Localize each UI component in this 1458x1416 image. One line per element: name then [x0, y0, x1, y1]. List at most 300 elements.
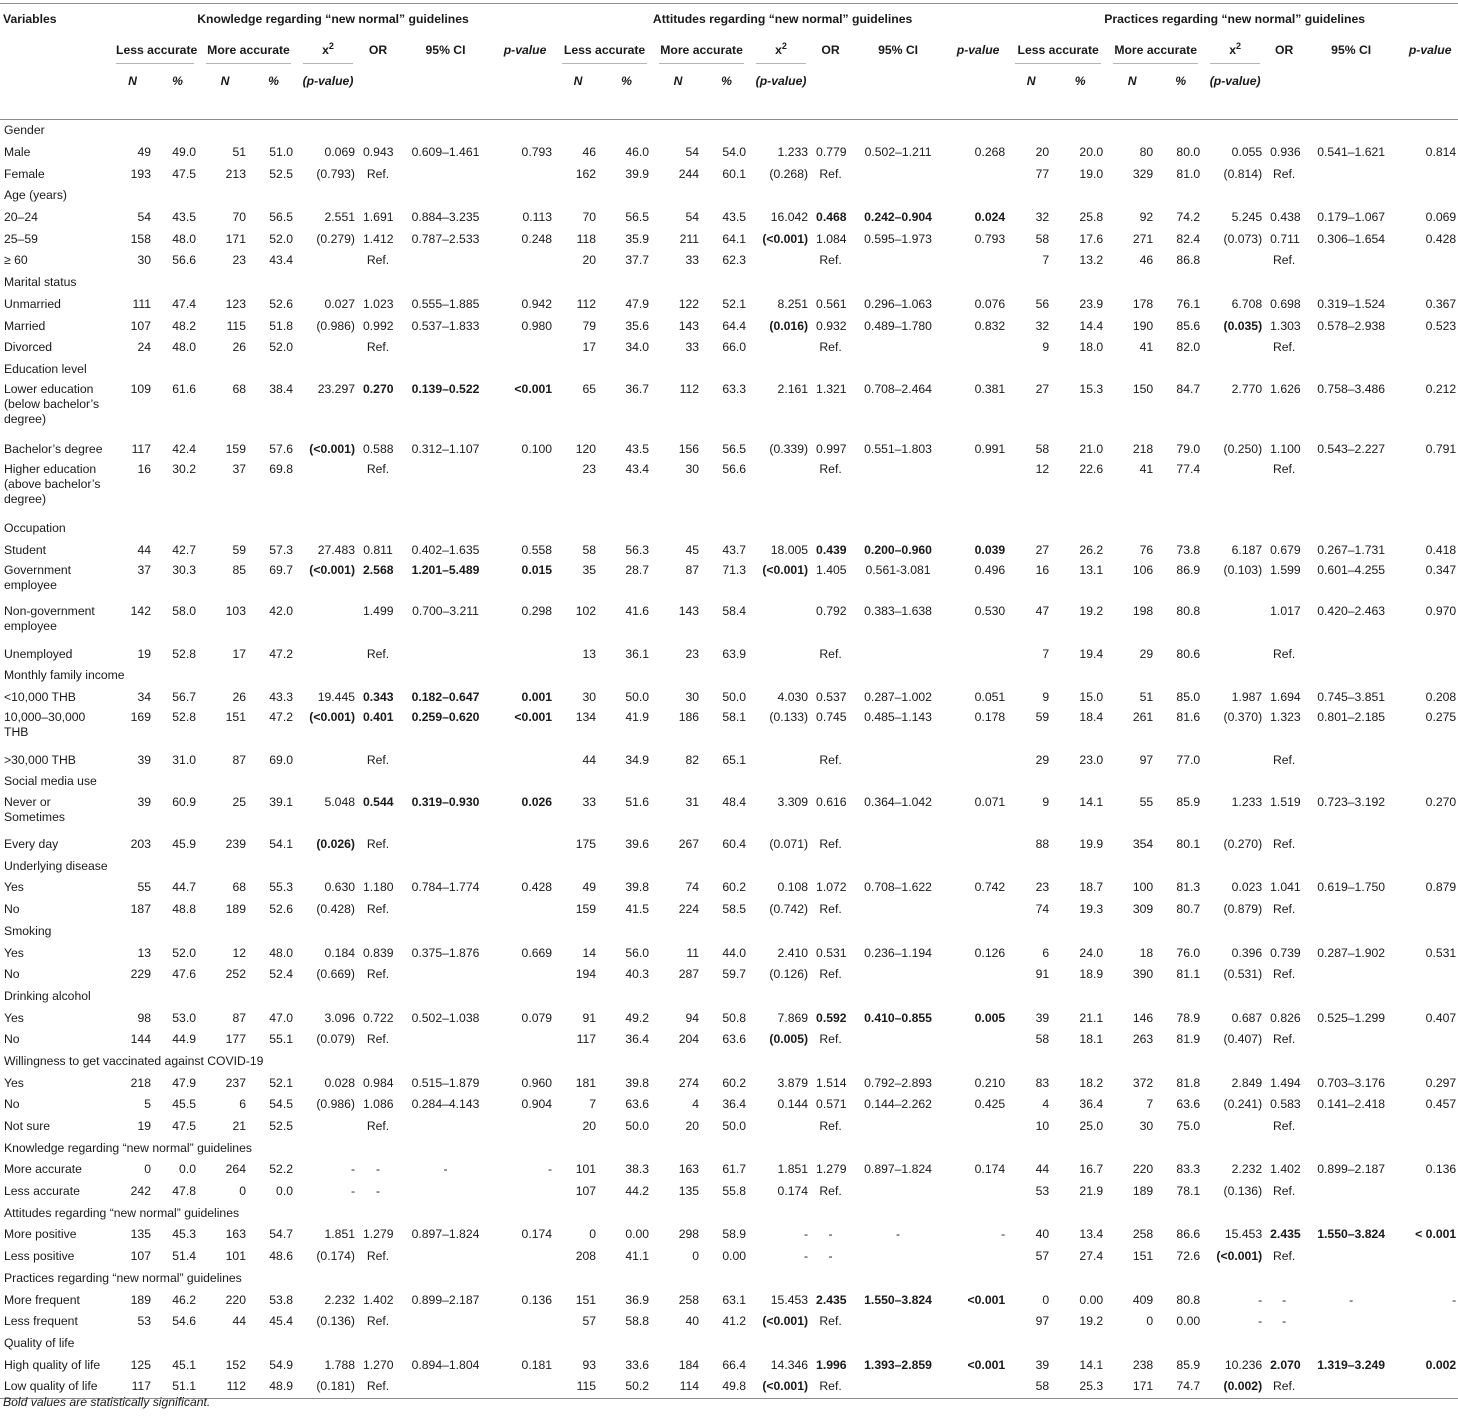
table-cell: 52.2	[269, 1162, 293, 1177]
table-cell: Ref.	[366, 253, 390, 268]
table-cell: -	[1258, 1314, 1263, 1329]
table-cell: 4	[1042, 1097, 1050, 1112]
table-cell: (0.270)	[1223, 837, 1263, 852]
table-cell: 0.758–3.486	[1317, 382, 1386, 397]
table-cell: 52.8	[172, 710, 196, 725]
x2-p-header: (p-value)	[750, 65, 812, 120]
table-cell: 0.015	[521, 563, 553, 578]
table-cell: (0.879)	[1223, 902, 1263, 917]
ci-header: 95% CI	[425, 43, 466, 57]
results-table	[0, 3, 1458, 1399]
table-cell	[494, 1029, 556, 1051]
table-cell: 47.9	[625, 296, 650, 311]
p-value-header: p-value	[956, 43, 1000, 57]
table-cell: 52.0	[172, 945, 196, 960]
table-cell: 0.601–4.255	[1317, 563, 1386, 578]
table-cell: 189	[130, 1292, 151, 1307]
table-cell: 0.174	[521, 1227, 553, 1242]
table-cell: 0.543–2.227	[1317, 441, 1386, 456]
table-cell: 30	[1139, 1119, 1154, 1134]
table-cell: 2.232	[1231, 1162, 1263, 1177]
table-cell: 151	[575, 1292, 597, 1307]
table-cell: 87	[232, 1010, 246, 1025]
table-cell: 0.936	[1270, 145, 1301, 160]
table-cell: 44.0	[722, 945, 747, 960]
table-cell: 122	[678, 296, 700, 311]
table-cell	[947, 163, 1009, 185]
table-cell: 0.616	[816, 794, 847, 809]
table-cell: 77.4	[1176, 461, 1201, 476]
table-cell: 71.3	[722, 563, 747, 578]
table-cell	[297, 250, 359, 272]
table-cell: -	[896, 1227, 901, 1242]
table-cell: 58.5	[722, 902, 747, 917]
table-cell: 85.9	[1176, 794, 1201, 809]
table-cell: 60.2	[722, 1075, 747, 1090]
table-cell: 47.5	[172, 1119, 196, 1134]
table-cell: 66.4	[722, 1357, 747, 1372]
table-cell: 239	[225, 837, 246, 852]
table-cell	[1302, 1376, 1400, 1398]
table-row	[0, 315, 1458, 337]
table-cell	[494, 643, 556, 665]
table-cell: 354	[1132, 837, 1154, 852]
table-cell: 7.869	[777, 1010, 809, 1025]
table-cell: 1.499	[363, 604, 394, 619]
table-cell: 0	[692, 1249, 700, 1264]
table-cell: 43.4	[625, 461, 650, 476]
table-cell: 0.126	[974, 945, 1006, 960]
table-cell: (0.986)	[316, 318, 355, 333]
table-cell: 0.428	[1425, 231, 1457, 246]
table-cell: 0.984	[363, 1075, 394, 1090]
table-cell: 0.839	[363, 945, 394, 960]
table-cell: 15.453	[1224, 1227, 1263, 1242]
table-cell: 78.1	[1176, 1184, 1201, 1199]
table-cell: 19.3	[1079, 902, 1104, 917]
table-cell: 66.0	[722, 340, 747, 355]
table-cell: 0.00	[1176, 1314, 1201, 1329]
table-cell: 0.418	[1425, 542, 1457, 557]
table-cell: 135	[678, 1184, 700, 1199]
table-cell: 0.364–1.042	[864, 794, 932, 809]
table-cell: 0.375–1.876	[411, 945, 480, 960]
table-cell: 23.297	[317, 382, 355, 397]
table-cell: 1.550–3.824	[1317, 1227, 1386, 1242]
more-accurate-header: More accurate	[659, 43, 744, 64]
table-cell: 0.899–2.187	[411, 1292, 480, 1307]
table-cell: 8.251	[777, 296, 809, 311]
table-cell	[494, 1311, 556, 1333]
table-row	[0, 749, 1458, 771]
group-row	[0, 921, 1458, 943]
table-cell: 59	[232, 542, 246, 557]
table-cell: 51.1	[155, 1376, 200, 1398]
table-cell	[494, 337, 556, 359]
table-cell	[1400, 834, 1458, 856]
table-cell: 37	[232, 461, 246, 476]
row-label: Never or Sometimes	[4, 794, 65, 824]
group-row	[0, 1268, 1458, 1290]
table-cell: 1.086	[363, 1097, 394, 1112]
table-cell: 0.561-3.081	[865, 563, 931, 578]
table-cell: 30	[137, 253, 151, 268]
table-cell: 0.396	[1231, 945, 1263, 960]
table-cell: 0.113	[522, 210, 553, 225]
table-cell: 26	[232, 690, 246, 705]
table-row	[0, 1311, 1458, 1333]
table-cell: 56.3	[625, 542, 650, 557]
table-cell: 9	[1042, 340, 1050, 355]
table-cell: 0.248	[521, 231, 553, 246]
group-label: Practices regarding “new normal” guidelines	[4, 1270, 242, 1285]
table-cell: 194	[575, 967, 597, 982]
table-cell: Ref.	[366, 837, 390, 852]
table-cell: 33	[582, 794, 597, 809]
table-cell: 0.139–0.522	[411, 382, 480, 397]
table-cell: 53	[137, 1314, 151, 1329]
table-cell: 1.084	[816, 231, 847, 246]
table-cell: Ref.	[819, 837, 842, 852]
table-cell: (<0.001)	[762, 1314, 809, 1329]
table-cell: 0.051	[974, 690, 1006, 705]
table-cell	[297, 749, 359, 771]
table-cell: -	[443, 1162, 448, 1177]
table-cell: 0.578–2.938	[1317, 318, 1386, 333]
table-cell: 48.0	[172, 231, 196, 246]
table-cell: 34.9	[625, 752, 650, 767]
table-cell: 55.8	[722, 1184, 747, 1199]
table-cell: 150	[1132, 382, 1154, 397]
table-cell: 82.4	[1176, 231, 1201, 246]
table-cell: 107	[575, 1184, 597, 1199]
table-cell: 0.942	[521, 296, 553, 311]
table-cell: 48.2	[172, 318, 196, 333]
table-cell: 0.711	[1270, 231, 1300, 246]
table-cell: 13.4	[1079, 1227, 1104, 1242]
table-cell: 63.3	[722, 382, 747, 397]
table-cell: 0.284–4.143	[411, 1097, 480, 1112]
table-cell: 60.2	[722, 880, 747, 895]
table-cell: 74.7	[1157, 1376, 1204, 1398]
table-row	[0, 1072, 1458, 1094]
table-cell: -	[1452, 1292, 1457, 1307]
table-cell: 329	[1132, 166, 1154, 181]
table-cell: 30	[582, 690, 597, 705]
table-cell: 0.236–1.194	[864, 945, 932, 960]
table-cell: 36.4	[722, 1097, 747, 1112]
less-accurate-header: Less accurate	[1015, 43, 1101, 64]
table-cell: 112	[200, 1376, 250, 1398]
table-row	[0, 1094, 1458, 1116]
table-cell: 298	[678, 1227, 700, 1242]
table-cell: 0.722	[363, 1010, 394, 1025]
table-cell: 12	[232, 945, 246, 960]
table-cell: 37.7	[625, 253, 650, 268]
table-cell: 6.708	[1231, 296, 1263, 311]
table-cell: (0.814)	[1223, 166, 1263, 181]
or-header: OR	[1275, 43, 1294, 57]
table-cell: 1.599	[1270, 563, 1301, 578]
table-cell: Ref.	[819, 1032, 842, 1047]
table-cell: 390	[1132, 967, 1154, 982]
table-cell	[1400, 1246, 1458, 1268]
table-cell: 81.1	[1176, 967, 1201, 982]
table-cell: 39	[1035, 1357, 1050, 1372]
table-cell: 43.3	[269, 690, 293, 705]
table-cell: 0.069	[1425, 210, 1457, 225]
group-label: Occupation	[4, 521, 66, 536]
table-cell: 0.312–1.107	[411, 441, 480, 456]
table-cell: 0.005	[974, 1010, 1006, 1025]
table-cell: 1.303	[1270, 318, 1301, 333]
table-cell: 27.483	[317, 542, 355, 557]
table-cell: 19.4	[1079, 646, 1104, 661]
table-cell: 36.1	[625, 646, 650, 661]
table-cell: 1.180	[363, 880, 394, 895]
table-cell: 63.6	[625, 1097, 650, 1112]
table-cell: 0.079	[521, 1010, 553, 1025]
table-cell: 101	[575, 1162, 597, 1177]
table-cell	[849, 337, 947, 359]
table-cell: 267	[678, 837, 700, 852]
table-cell: 85.9	[1176, 1357, 1201, 1372]
table-cell: Ref.	[819, 752, 842, 767]
table-cell: 0.208	[1425, 690, 1457, 705]
table-cell: 171	[225, 231, 246, 246]
table-cell: 85	[232, 563, 246, 578]
table-cell: 0.319–0.930	[411, 794, 480, 809]
table-cell: 69.8	[269, 461, 293, 476]
table-cell: 0.141–2.418	[1317, 1097, 1386, 1112]
table-cell: 229	[130, 967, 151, 982]
table-cell: 2.410	[777, 945, 809, 960]
table-cell: 1.694	[1270, 690, 1301, 705]
table-cell: 51	[232, 145, 246, 160]
table-cell: 44.9	[172, 1032, 196, 1047]
row-label: Yes	[4, 1075, 24, 1090]
table-cell: 0.319–1.524	[1317, 296, 1386, 311]
table-cell: 264	[225, 1162, 246, 1177]
row-label: Less frequent	[4, 1314, 78, 1329]
table-cell: 58.4	[722, 604, 747, 619]
group-label: Willingness to get vaccinated against COVID-19	[4, 1053, 264, 1068]
table-cell: 0.028	[324, 1075, 355, 1090]
table-cell	[849, 1311, 947, 1333]
table-cell: 36.4	[625, 1032, 650, 1047]
row-label: High quality of life	[4, 1357, 101, 1372]
table-cell: 0.174	[777, 1184, 809, 1199]
table-cell: 0.502–1.211	[864, 145, 932, 160]
table-cell: 0.438	[1270, 210, 1301, 225]
table-cell: 5.245	[1231, 210, 1263, 225]
table-cell: 2.232	[324, 1292, 355, 1307]
table-cell: 54	[685, 210, 700, 225]
table-cell: 68	[232, 382, 246, 397]
row-label: 20–24	[4, 210, 38, 225]
table-cell	[947, 1246, 1009, 1268]
table-cell: 46.0	[625, 145, 650, 160]
table-cell: 0.531	[1425, 945, 1457, 960]
table-cell: 6.187	[1231, 542, 1263, 557]
table-cell: 36.9	[625, 1292, 650, 1307]
table-cell	[397, 1311, 494, 1333]
row-label: ≥ 60	[4, 253, 28, 268]
pct-header: %	[155, 65, 200, 120]
table-cell: <0.001	[514, 710, 553, 725]
table-cell: 27	[1035, 542, 1050, 557]
table-cell: 0.002	[1425, 1357, 1457, 1372]
table-cell: 56	[1035, 296, 1050, 311]
table-cell	[397, 834, 494, 856]
table-cell: (0.742)	[769, 902, 809, 917]
table-cell: 203	[130, 837, 151, 852]
table-cell: 76.0	[1176, 945, 1201, 960]
table-cell: 0.879	[1425, 880, 1457, 895]
table-cell	[297, 643, 359, 665]
table-cell: 23.0	[1079, 752, 1104, 767]
table-cell: (<0.001)	[762, 563, 809, 578]
table-cell: 48.0	[172, 340, 196, 355]
table-cell: 2.070	[1270, 1357, 1301, 1372]
table-cell: 218	[130, 1075, 151, 1090]
table-cell: 54.0	[722, 145, 747, 160]
unit-header-row	[0, 65, 1458, 120]
table-cell: 53	[1035, 1184, 1050, 1199]
table-cell: 16	[1035, 563, 1050, 578]
table-cell: 0.992	[363, 318, 394, 333]
table-cell: 50.0	[722, 1119, 747, 1134]
row-label: Yes	[4, 880, 24, 895]
table-cell: 0.894–1.804	[411, 1357, 480, 1372]
table-cell	[947, 1376, 1009, 1398]
group-label: Education level	[4, 361, 87, 376]
n-header: N	[1009, 65, 1053, 120]
table-cell: 74.2	[1176, 210, 1201, 225]
table-cell	[849, 163, 947, 185]
table-cell: 20	[685, 1119, 700, 1134]
table-cell: 41	[1139, 461, 1154, 476]
table-row	[0, 1181, 1458, 1203]
table-cell: Ref.	[366, 340, 390, 355]
table-cell: (0.241)	[1223, 1097, 1263, 1112]
subheader-row	[0, 35, 1458, 65]
table-cell	[849, 1116, 947, 1138]
table-cell	[1302, 1029, 1400, 1051]
table-cell: 18.005	[770, 542, 809, 557]
table-cell: 41.2	[722, 1314, 747, 1329]
row-label: Student	[4, 542, 47, 557]
table-cell: 25	[232, 794, 246, 809]
table-cell: 52.5	[269, 166, 293, 181]
table-row	[0, 1029, 1458, 1051]
table-cell: 0.793	[974, 231, 1006, 246]
table-cell: 61.6	[172, 382, 196, 397]
table-cell: 0.723–3.192	[1317, 794, 1386, 809]
table-cell	[849, 460, 947, 518]
table-cell: 41.6	[625, 604, 650, 619]
table-cell: 0.144	[777, 1097, 809, 1112]
table-cell	[947, 460, 1009, 518]
table-cell: 92	[1139, 210, 1154, 225]
table-cell: 0.425	[974, 1097, 1006, 1112]
table-cell: 242	[130, 1184, 151, 1199]
table-cell: 237	[225, 1075, 246, 1090]
table-cell: 0.630	[324, 880, 355, 895]
table-cell: 117	[131, 441, 151, 456]
table-cell	[494, 460, 556, 518]
table-cell: 83	[1035, 1075, 1050, 1090]
table-cell: 48.4	[722, 794, 747, 809]
table-cell: 49.0	[172, 145, 196, 160]
table-cell: 0.814	[1425, 145, 1457, 160]
group-row	[0, 665, 1458, 687]
table-cell	[1400, 749, 1458, 771]
table-cell	[750, 250, 812, 272]
table-cell: 80.1	[1176, 837, 1201, 852]
table-cell: 58	[1009, 1376, 1053, 1398]
table-cell: 0.787–2.533	[411, 231, 480, 246]
table-cell	[1302, 337, 1400, 359]
group-row	[0, 359, 1458, 381]
table-cell: 72.6	[1176, 1249, 1201, 1264]
table-cell: 54	[685, 145, 700, 160]
table-cell: (0.071)	[769, 837, 809, 852]
pct-header: %	[1157, 65, 1204, 120]
table-row	[0, 1376, 1458, 1398]
table-cell: 0.595–1.973	[864, 231, 932, 246]
p-value-header: p-value	[1408, 43, 1452, 57]
table-cell: 0.210	[974, 1075, 1006, 1090]
table-cell	[1400, 1181, 1458, 1203]
table-cell: 97	[1139, 752, 1154, 767]
table-cell	[397, 1181, 494, 1203]
table-cell: 7	[1042, 646, 1050, 661]
table-cell: 7	[1042, 253, 1050, 268]
table-cell: 0.698	[1270, 296, 1301, 311]
table-cell: 62.3	[722, 253, 747, 268]
practices-group-header: Practices regarding “new normal” guidelines	[1009, 4, 1458, 36]
table-cell: 0.537–1.833	[411, 318, 480, 333]
table-cell: 30	[685, 690, 700, 705]
table-cell: 25.0	[1079, 1119, 1104, 1134]
table-cell: 50.0	[625, 1119, 650, 1134]
table-cell: 0.023	[1231, 880, 1263, 895]
table-cell: (0.986)	[316, 1097, 355, 1112]
table-cell: 46.2	[172, 1292, 196, 1307]
table-cell	[947, 643, 1009, 665]
row-label: More accurate	[4, 1162, 82, 1177]
table-row	[0, 793, 1458, 834]
table-cell: 115	[556, 1376, 600, 1398]
table-cell: 76	[1139, 542, 1154, 557]
table-cell: 0.468	[816, 210, 847, 225]
table-cell: 54.7	[269, 1227, 293, 1242]
group-label: Underlying disease	[4, 858, 108, 873]
less-accurate-header: Less accurate	[116, 43, 194, 64]
table-cell: 1.402	[1270, 1162, 1301, 1177]
table-cell: 31	[685, 794, 700, 809]
table-cell: 51.6	[625, 794, 650, 809]
table-cell: 27	[1035, 382, 1050, 397]
group-row	[0, 1202, 1458, 1224]
table-cell: 0.792	[816, 604, 847, 619]
table-cell: 0.179–1.067	[1317, 210, 1386, 225]
table-cell: 5	[144, 1097, 151, 1112]
table-cell: Ref.	[819, 646, 842, 661]
table-cell: 0.024	[974, 210, 1006, 225]
row-label: Low quality of life	[0, 1376, 110, 1398]
